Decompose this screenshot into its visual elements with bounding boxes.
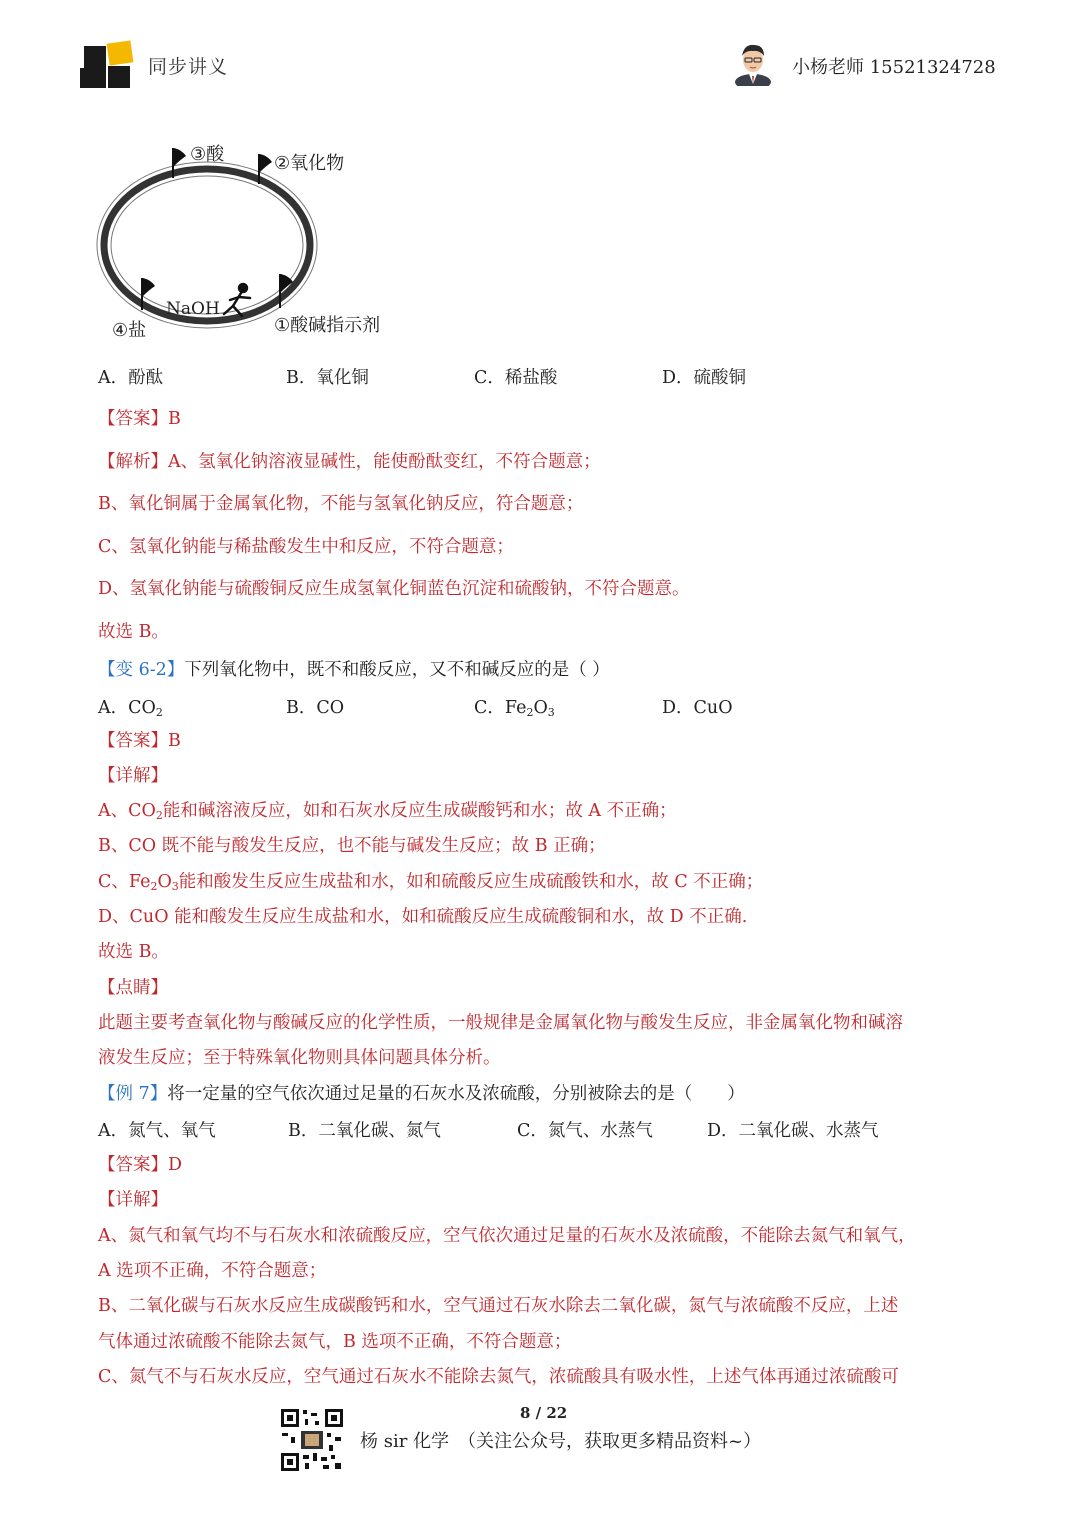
question-tag: 【例 7】	[98, 1084, 168, 1104]
answer-tag: 【答案】	[98, 409, 168, 429]
q6-2-stem	[98, 658, 610, 682]
answer-value: B	[168, 731, 181, 751]
q7-detail-line-2: A 选项不正确，不符合题意；	[98, 1261, 327, 1281]
q7-option-d: D．二氧化碳、水蒸气	[707, 1121, 879, 1141]
answer-tag: 【答案】	[98, 1155, 168, 1175]
q6-1-analysis-c: C、氢氧化钠能与稀盐酸发生中和反应，不符合题意；	[98, 537, 514, 557]
q6-1-analysis-b: B、氧化铜属于金属氧化物，不能与氢氧化钠反应，符合题意；	[98, 494, 584, 514]
label-acid: ③酸	[190, 144, 225, 165]
q6-2-note-line-2: 液发生反应；至于特殊氧化物则具体问题具体分析。	[98, 1048, 501, 1068]
q7-option-c: C．氮气、水蒸气	[517, 1121, 653, 1141]
q7-option-b: B．二氧化碳、氮气	[288, 1121, 441, 1141]
q6-2-option-d: D．CuO	[662, 698, 733, 718]
answer-value: B	[168, 409, 181, 429]
logo	[80, 40, 136, 90]
teacher-contact: 小杨老师 15521324728	[792, 57, 996, 78]
q6-2-detail-b: B、CO 既不能与酸发生反应，也不能与碱发生反应；故 B 正确；	[98, 836, 606, 856]
q6-1-option-a: A．酚酞	[98, 368, 164, 388]
analysis-text: A、氢氧化钠溶液显碱性，能使酚酞变红，不符合题意；	[168, 452, 601, 472]
q6-2-detail-tag: 【详解】	[98, 766, 168, 786]
q6-1-analysis-a	[98, 450, 601, 474]
label-salt: ④盐	[112, 320, 147, 341]
q7-stem	[98, 1082, 745, 1106]
teacher-avatar-icon	[732, 40, 774, 86]
q6-2-note-line-1: 此题主要考查氧化物与酸碱反应的化学性质，一般规律是金属氧化物与酸发生反应，非金属氧化物和碱溶	[98, 1013, 903, 1033]
q7-option-a: A．氮气、氧气	[98, 1121, 216, 1141]
q6-1-analysis-d: D、氢氧化钠能与硫酸铜反应生成氢氧化铜蓝色沉淀和硫酸钠，不符合题意。	[98, 579, 690, 599]
page-number: 8 / 22	[520, 1404, 568, 1422]
label-indicator: ①酸碱指示剂	[274, 315, 381, 336]
q6-2-detail-a: A、$CO_2$能和碱溶液反应，如和石灰水反应生成碳酸钙和水；故 A 不正确；	[98, 801, 677, 822]
analysis-tag: 【解析】	[98, 452, 168, 472]
reaction-track-diagram	[90, 138, 420, 348]
q6-1-option-c: C．稀盐酸	[474, 368, 558, 388]
q7-detail-tag: 【详解】	[98, 1190, 168, 1210]
label-oxide: ②氧化物	[274, 153, 345, 174]
q6-1-answer	[98, 407, 181, 431]
label-naoh: NaOH	[166, 299, 220, 319]
q6-2-option-a: A．$CO_2$	[98, 698, 163, 719]
q7-answer	[98, 1153, 182, 1177]
q6-2-detail-c: C、$Fe_2O_3$能和酸发生反应生成盐和水，如和硫酸反应生成硫酸铁和水，故 C 不正确；	[98, 872, 764, 893]
q6-2-conclusion: 故选 B。	[98, 942, 169, 962]
answer-value: D	[168, 1155, 183, 1175]
q6-1-conclusion: 故选 B。	[98, 622, 169, 642]
q7-detail-line-5: C、氮气不与石灰水反应，空气通过石灰水不能除去氮气，浓硫酸具有吸水性，上述气体再通过浓硫酸可	[98, 1367, 899, 1387]
question-text: 将一定量的空气依次通过足量的石灰水及浓硫酸，分别被除去的是（ ）	[167, 1084, 745, 1104]
q6-1-option-b: B．氧化铜	[286, 368, 369, 388]
q6-2-detail-d: D、CuO 能和酸发生反应生成盐和水，如和硫酸反应生成硫酸铜和水，故 D 不正确.	[98, 907, 748, 927]
q7-detail-line-1: A、氮气和氧气均不与石灰水和浓硫酸反应，空气依次通过足量的石灰水及浓硫酸，不能除去氮气和氧气，	[98, 1226, 916, 1246]
q6-1-option-d: D．硫酸铜	[662, 368, 747, 388]
q7-detail-line-4: 气体通过浓硫酸不能除去氮气，B 选项不正确，不符合题意；	[98, 1332, 572, 1352]
question-text: 下列氧化物中，既不和酸反应，又不和碱反应的是（ ）	[184, 660, 610, 680]
runner-icon	[224, 284, 250, 316]
q6-2-answer	[98, 729, 181, 753]
page-header	[0, 0, 1080, 110]
q6-2-note-tag: 【点睛】	[98, 978, 168, 998]
qr-code-icon	[279, 1407, 345, 1473]
header-title: 同步讲义	[148, 56, 229, 78]
footer-text: 杨 sir 化学 （关注公众号，获取更多精品资料~）	[360, 1431, 762, 1452]
q6-2-option-b: B．CO	[286, 698, 345, 718]
q7-detail-line-3: B、二氧化碳与石灰水反应生成碳酸钙和水，空气通过石灰水除去二氧化碳，氮气与浓硫酸不反应，上述	[98, 1296, 899, 1316]
question-tag: 【变 6-2】	[98, 660, 185, 680]
answer-tag: 【答案】	[98, 731, 168, 751]
q6-2-option-c: C．$Fe_2O_3$	[474, 698, 555, 719]
